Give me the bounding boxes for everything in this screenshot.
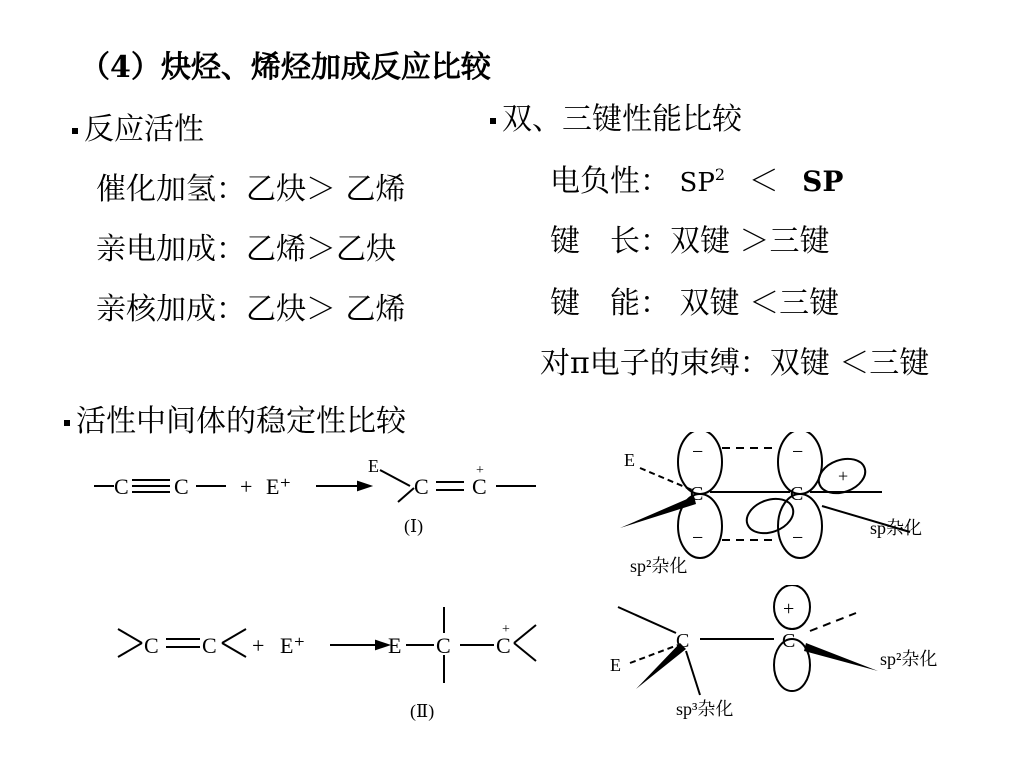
positive-charge: + [502, 622, 510, 637]
bullet-icon [490, 118, 496, 124]
vinyl-cation-orbital-diagram [610, 432, 1000, 582]
arrow-head [358, 482, 370, 490]
carbon-atom: C [676, 630, 690, 652]
right-heading [490, 94, 742, 138]
bond-energy-row: 键 能： 双键 ＜三键 [550, 286, 840, 321]
bond-line [118, 629, 142, 643]
plus-sign: + [252, 633, 265, 658]
electronegativity-label: 电负性： [550, 164, 670, 199]
electrophile-atom: E [388, 633, 402, 658]
electrophile-atom: E [624, 450, 635, 470]
nucleophilic-row [96, 284, 406, 328]
plus-sign: + [240, 474, 253, 499]
electrophile-atom: E [368, 456, 379, 476]
bond-line [118, 643, 142, 657]
orbital-sign: − [792, 441, 804, 463]
bond-line [514, 643, 536, 661]
bullet-icon [72, 128, 78, 134]
positive-charge: + [838, 466, 849, 486]
carbon-atom: C [174, 474, 189, 499]
row-label: 亲核加成： [96, 292, 246, 327]
sp3-hybrid-label: sp³杂化 [676, 699, 734, 719]
bond-line [222, 629, 246, 643]
orbital-sign: − [692, 441, 704, 463]
sp2-hybrid-label: sp²杂化 [630, 556, 688, 576]
carbon-atom: C [144, 633, 159, 658]
bond-line [514, 625, 536, 643]
sp2-superscript: 2 [714, 165, 726, 184]
carbocation-atom: C [496, 633, 511, 658]
bond-line [222, 643, 246, 657]
bullet-icon [64, 420, 70, 426]
carbon-atom: C [414, 474, 429, 499]
carbon-atom: C [436, 633, 451, 658]
intermediates-heading-text: 活性中间体的稳定性比较 [76, 404, 406, 439]
row-value: 乙炔＞ 乙烯 [246, 292, 406, 327]
row-label: 亲电加成： [96, 232, 246, 267]
carbon-atom: C [114, 474, 129, 499]
orbital-sign: − [792, 527, 804, 549]
bond-line [618, 607, 676, 633]
carbocation-atom: C [472, 474, 487, 499]
sp2-hybrid-label: sp²杂化 [880, 649, 938, 669]
sp2-text: SP [679, 168, 715, 198]
carbon-atom: C [690, 483, 704, 505]
electronegativity-row [550, 156, 843, 200]
alkyl-cation-orbital-diagram [600, 585, 1000, 725]
sp-hybrid-label: sp杂化 [870, 518, 923, 538]
electrophilic-row [96, 224, 396, 268]
dashed-bond [810, 613, 856, 631]
less-than-sign: ＜ [748, 164, 779, 199]
dashed-bond [640, 468, 692, 490]
carbon-atom: C [790, 483, 804, 505]
positive-charge: + [783, 598, 795, 620]
row-label: 催化加氢： [96, 172, 246, 207]
electrophile-reagent: E⁺ [266, 474, 292, 499]
pointer-line [686, 651, 700, 695]
reaction-one-diagram [80, 440, 550, 550]
arrow-head [376, 641, 388, 649]
intermediates-heading [64, 396, 406, 440]
left-heading [72, 104, 204, 148]
electrophile-reagent: E⁺ [280, 633, 306, 658]
right-heading-text: 双、三键性能比较 [502, 102, 742, 137]
bond-length-row: 键 长：双键 ＞三键 [550, 224, 830, 259]
carbon-atom: C [202, 633, 217, 658]
wedge-bond [620, 496, 696, 528]
row-value: 乙炔＞ 乙烯 [246, 172, 406, 207]
left-heading-text: 反应活性 [84, 112, 204, 147]
hydrogenation-row [96, 164, 406, 208]
wedge-bond [804, 643, 878, 671]
pi-binding-row: 对π电子的束缚：双键 ＜三键 [540, 346, 930, 381]
carbon-atom: C [782, 630, 796, 652]
positive-charge: + [476, 463, 484, 478]
page-title: （4）炔烃、烯烃加成反应比较 [80, 50, 491, 85]
orbital-sign: − [692, 527, 704, 549]
row-value: 乙烯＞乙炔 [246, 232, 396, 267]
bond-line [398, 488, 414, 502]
intermediate-label: (Ⅰ) [404, 516, 424, 536]
bond-line [380, 470, 410, 486]
intermediate-label: (Ⅱ) [410, 701, 435, 721]
sp-text: SP [802, 165, 844, 198]
reaction-two-diagram [110, 595, 570, 725]
electrophile-atom: E [610, 655, 621, 675]
